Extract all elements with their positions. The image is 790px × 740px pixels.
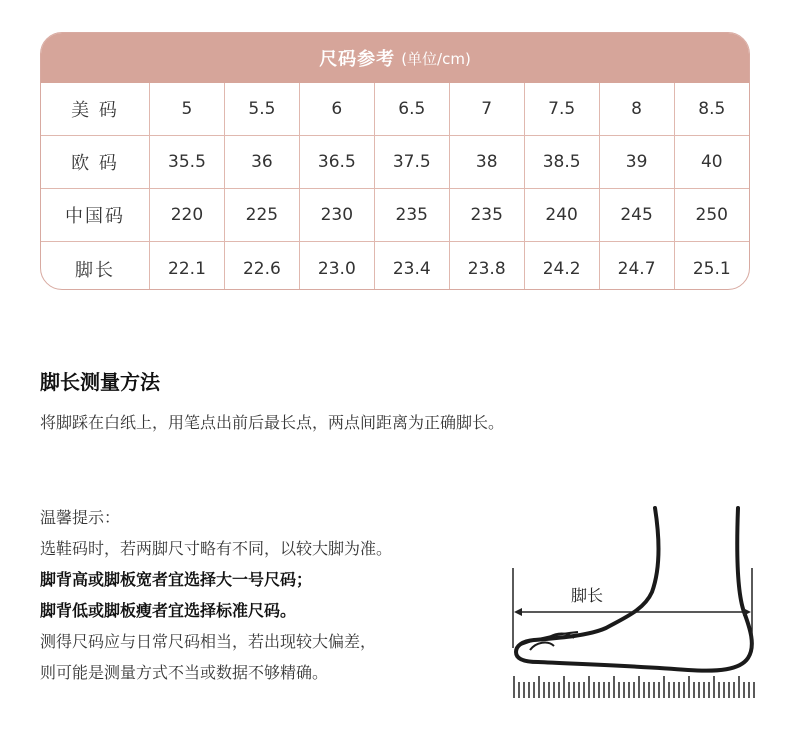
size-chart-header	[41, 33, 749, 83]
size-cell: 24.7	[599, 242, 674, 291]
tips-heading: 温馨提示：	[40, 508, 121, 527]
size-cell: 230	[299, 189, 374, 242]
row-label: 脚长	[41, 242, 150, 291]
size-chart	[40, 32, 750, 290]
size-cell: 25.1	[692, 258, 731, 279]
tips-block	[40, 502, 392, 688]
size-cell: 23.4	[374, 242, 449, 291]
size-chart-title: 尺码参考	[319, 49, 396, 70]
size-cell: 235	[449, 189, 524, 242]
size-cell: 22.6	[224, 242, 299, 291]
size-cell: 7	[449, 83, 524, 136]
size-cell: 220	[150, 189, 225, 242]
size-cell: 24.2	[524, 242, 599, 291]
size-cell: 5	[150, 83, 225, 136]
size-cell: 235	[374, 189, 449, 242]
size-cell: 37.5	[374, 136, 449, 189]
row-label: 美 码	[41, 83, 150, 136]
size-cell: 22.1	[150, 242, 225, 291]
table-row	[41, 83, 749, 136]
size-cell: 38	[449, 136, 524, 189]
foot-measurement-icon	[508, 500, 758, 710]
size-cell: 36	[224, 136, 299, 189]
tip-line: 脚背高或脚板宽者宜选择大一号尺码；	[40, 570, 313, 589]
table-row	[41, 189, 749, 242]
size-cell: 39	[599, 136, 674, 189]
row-label: 中国码	[41, 189, 150, 242]
tip-line: 则可能是测量方式不当或数据不够精确。	[40, 663, 329, 682]
method-title: 脚长测量方法	[40, 370, 160, 394]
size-cell: 35.5	[150, 136, 225, 189]
row-label: 欧 码	[41, 136, 150, 189]
size-cell: 5.5	[224, 83, 299, 136]
size-table	[41, 83, 749, 290]
table-row	[41, 242, 749, 291]
size-cell: 225	[224, 189, 299, 242]
size-cell: 23.8	[449, 242, 524, 291]
size-cell: 6	[299, 83, 374, 136]
size-cell: 23.0	[299, 242, 374, 291]
size-cell: 6.5	[374, 83, 449, 136]
tip-line: 测得尺码应与日常尺码相当，若出现较大偏差，	[40, 632, 377, 651]
size-cell: 245	[599, 189, 674, 242]
size-cell: 38.5	[524, 136, 599, 189]
size-chart-unit: (单位/cm)	[401, 49, 471, 68]
tip-line: 选鞋码时，若两脚尺寸略有不同，以较大脚为准。	[40, 539, 393, 558]
tip-line: 脚背低或脚板瘦者宜选择标准尺码。	[40, 601, 297, 620]
foot-length-label: 脚长	[569, 583, 605, 606]
size-cell: 250	[674, 189, 749, 242]
size-cell: 40	[674, 136, 749, 189]
method-description: 将脚踩在白纸上，用笔点出前后最长点，两点间距离为正确脚长。	[40, 413, 505, 432]
size-cell: 36.5	[299, 136, 374, 189]
size-cell: 8.5	[674, 83, 749, 136]
size-cell: 8	[599, 83, 674, 136]
size-cell: 7.5	[524, 83, 599, 136]
table-row	[41, 136, 749, 189]
size-cell: 240	[524, 189, 599, 242]
